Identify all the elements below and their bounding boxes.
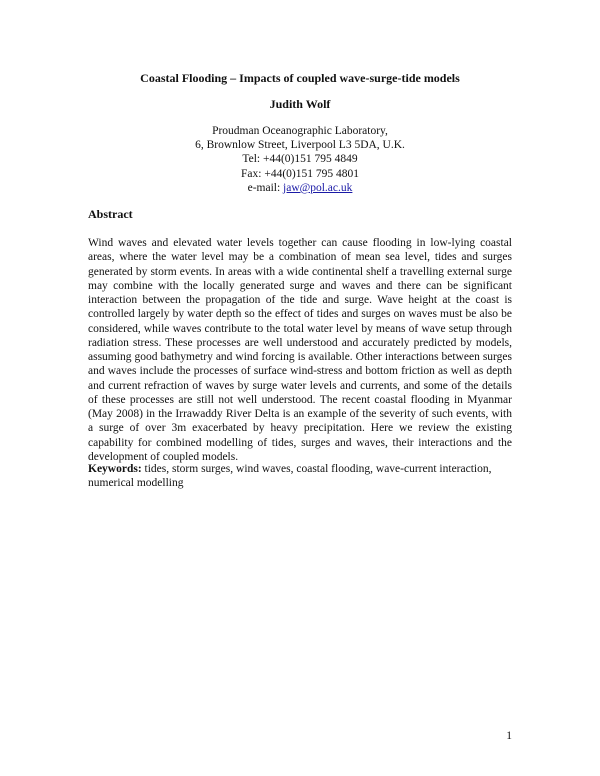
abstract-heading: Abstract [88,207,133,221]
affiliation-email-line [0,181,600,195]
affiliation-address: 6, Brownlow Street, Liverpool L3 5DA, U.K. [195,139,405,152]
keywords-label: Keywords: [88,463,142,475]
affiliation-fax: Fax: +44(0)151 795 4801 [241,167,359,180]
paper-author: Judith Wolf [269,97,331,111]
abstract-text: Wind waves and elevated water levels together can cause flooding in low-lying coastal areas, where the water level may be a combination of mean sea level, tides and surges generated by storm events. In areas with a wide continental shelf a travelling external surge may combine with the locally generated surge and waves and there can be significant interaction between the propagation of the tide and surge. Wave height at the coast is controlled largely by water depth so the effect of tides and surges on waves must be also be considered, while waves contribute to the total water level by means of wave setup through radiation stress. These processes are well understood and accurately predicted by models, assuming good bathymetry and wind forcing is available. Other interactions between surges and waves include the processes of surface wind-stress and bottom friction as well as depth and current refraction of waves by surge water levels and currents, and some of the details of these processes are still not well understood. The recent coastal flooding in Myanmar (May 2008) in the Irrawaddy River Delta is an example of the severity of such events, with a surge of over 3m exacerbated by heavy precipitation. Here we review the existing capability for combined modelling of tides, surges and waves, their interactions and the development of coupled models. [88,237,512,463]
page-number: 1 [506,730,512,742]
affiliation-block [0,124,600,195]
email-link[interactable]: jaw@pol.ac.uk [283,181,353,194]
affiliation-institution: Proudman Oceanographic Laboratory, [212,125,388,137]
affiliation-tel: Tel: +44(0)151 795 4849 [242,153,358,166]
paper-title: Coastal Flooding – Impacts of coupled wave-surge-tide models [140,71,460,85]
keywords-text: tides, storm surges, wind waves, coastal flooding, wave-current interaction, numerical modelling [88,463,492,490]
email-label: e-mail: [247,181,284,194]
keywords-line [88,462,516,491]
